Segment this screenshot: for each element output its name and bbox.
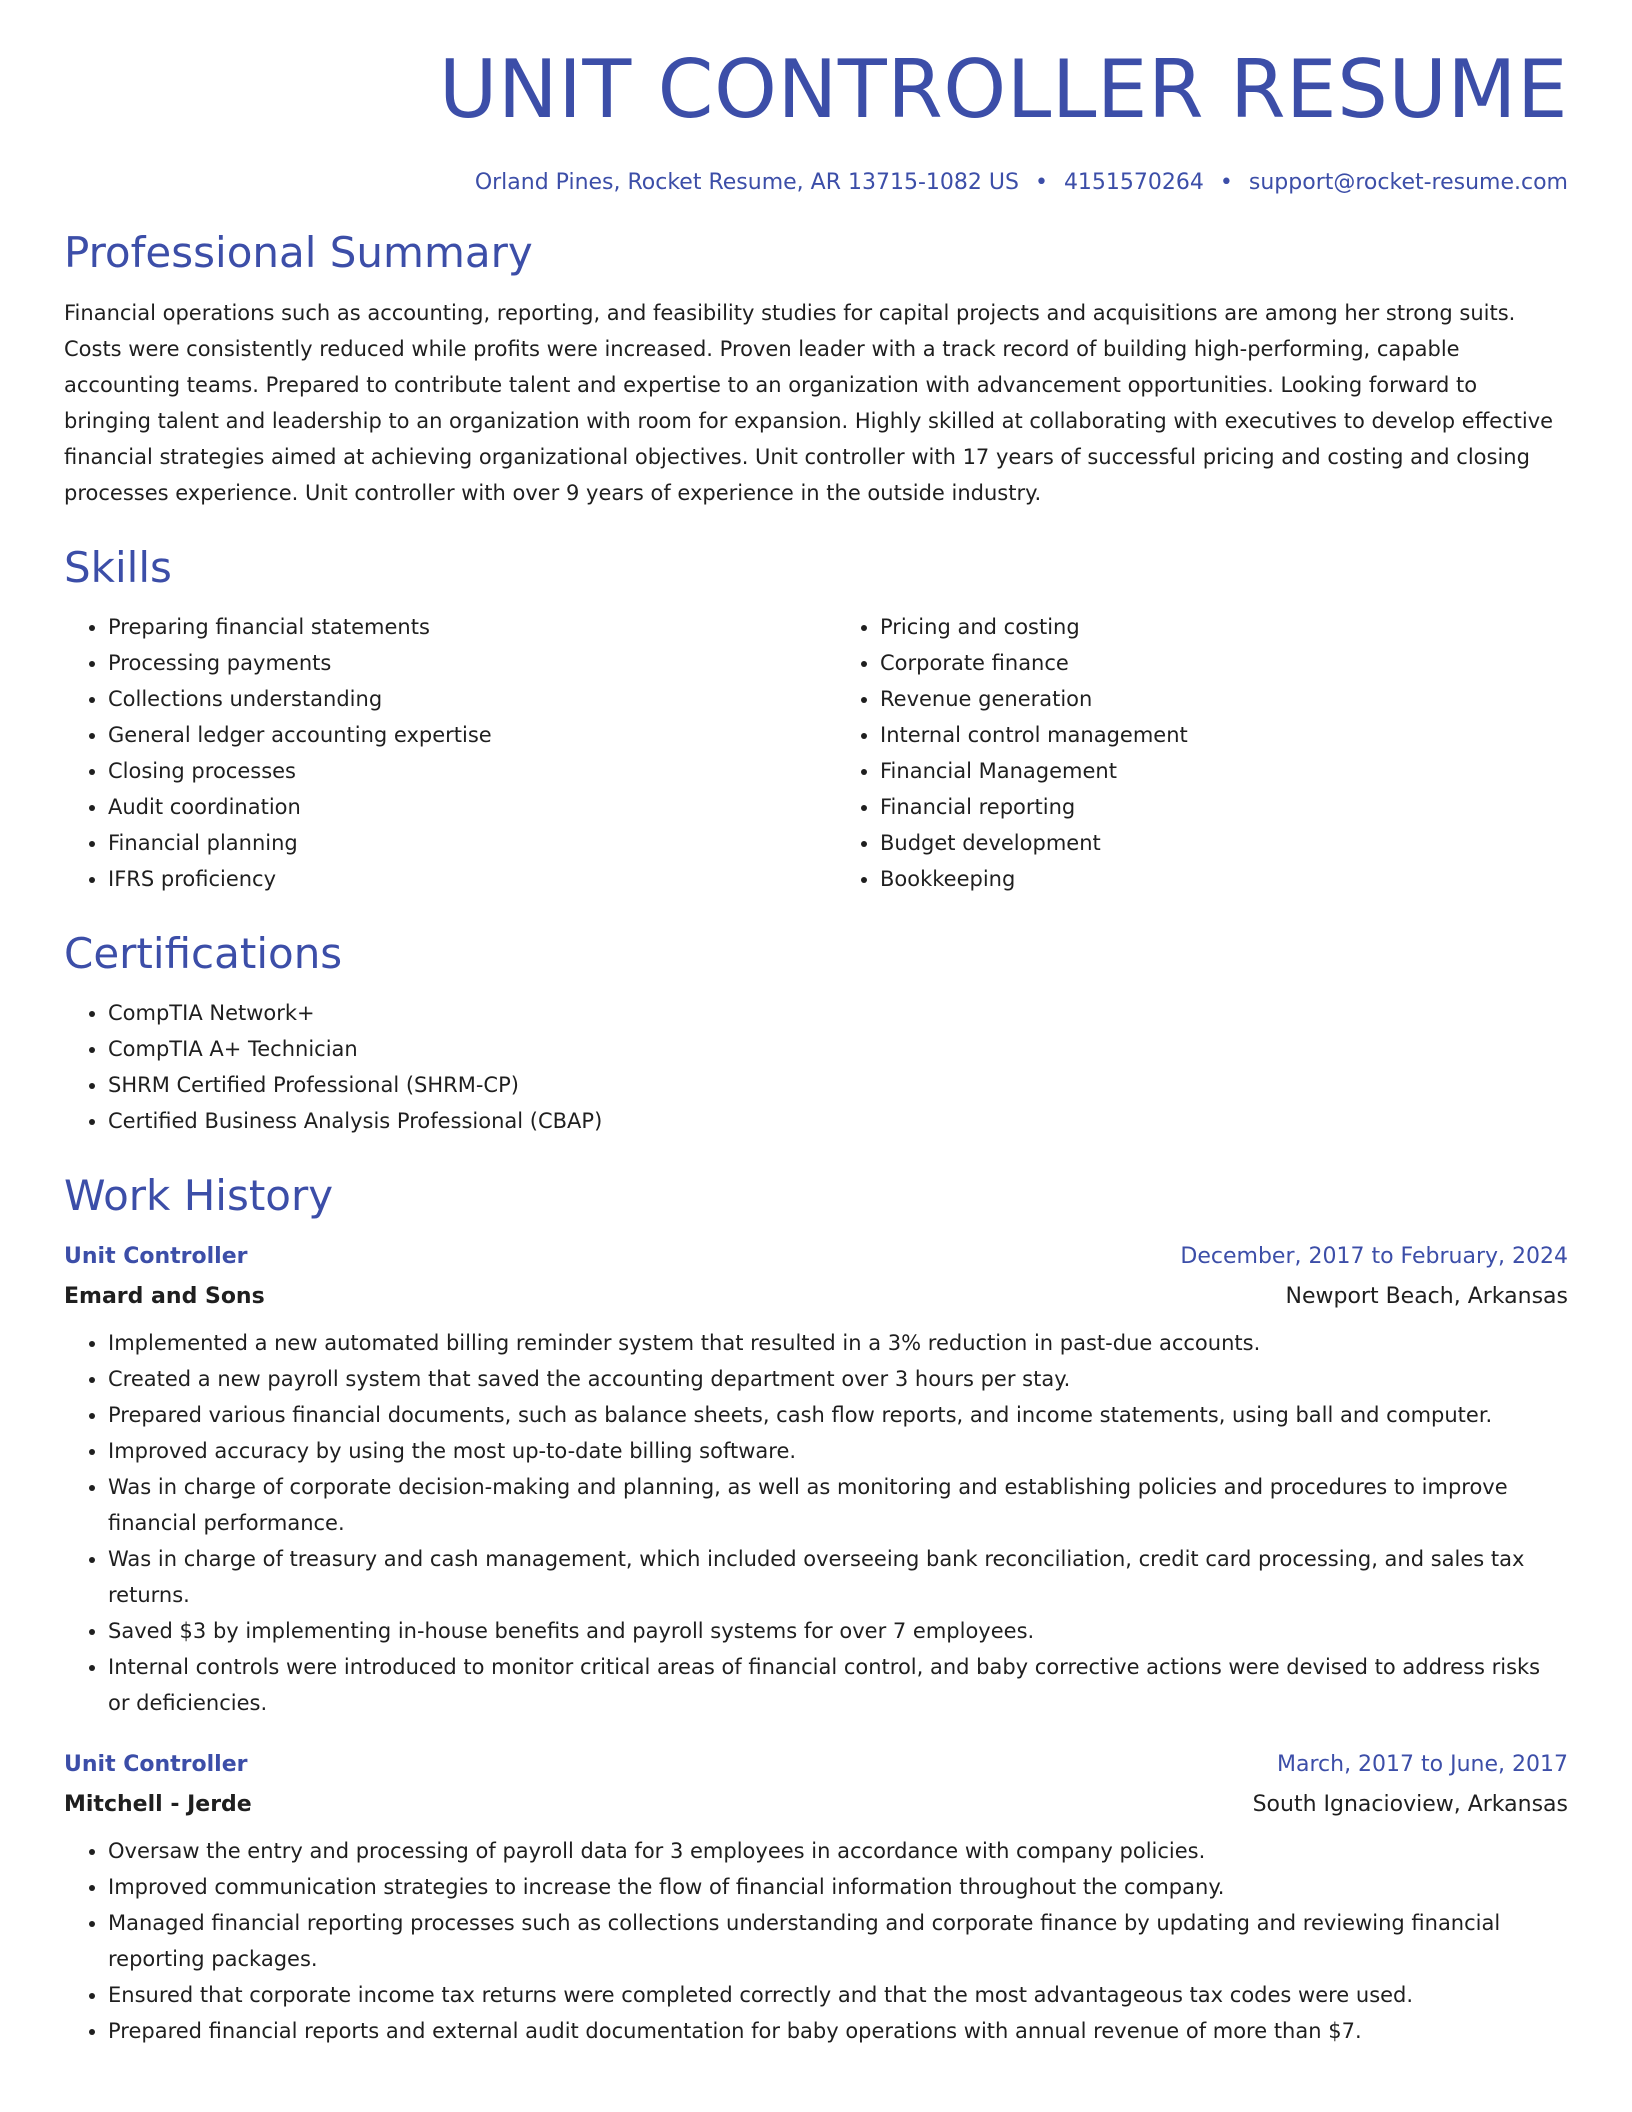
job-bullet: • Managed financial reporting processes such as collections understanding and corporate finance by updating and reviewing financial reporting packages. bbox=[108, 1905, 1568, 1977]
job-location: Newport Beach, Arkansas bbox=[1285, 1284, 1568, 1310]
skill-item: • Financial Management bbox=[880, 753, 1568, 789]
contact-address: Orland Pines, Rocket Resume, AR 13715-1082 US bbox=[474, 170, 1019, 195]
skill-item: • Audit coordination bbox=[108, 789, 796, 825]
skill-item: • Internal control management bbox=[880, 717, 1568, 753]
section-heading-skills: Skills bbox=[64, 542, 172, 592]
job-bullet: • Ensured that corporate income tax returns were completed correctly and that the most advantageous tax codes were used. bbox=[108, 1977, 1568, 2013]
certifications-list bbox=[64, 995, 1568, 1139]
skill-item: • Closing processes bbox=[108, 753, 796, 789]
skill-item: • Pricing and costing bbox=[880, 609, 1568, 645]
contact-phone: 4151570264 bbox=[1063, 170, 1204, 195]
summary-text: Financial operations such as accounting, reporting, and feasibility studies for capital projects and acquisitions are among her strong suits. Costs were consistently reduced while profits were increased. Proven leader with a track record of building high-performing, capable accounting teams. Prepared to contribute talent and expertise to an organization with advancement opportunities. Looking forward to bringing talent and leadership to an organization with room for expansion. Highly skilled at collaborating with executives to develop effective financial strategies aimed at achieving organizational objectives. Unit controller with 17 years of successful pricing and costing and closing processes experience. Unit controller with over 9 years of experience in the outside industry. bbox=[64, 300, 1554, 505]
skill-item: • Financial planning bbox=[108, 825, 796, 861]
certification-item: • Certified Business Analysis Professional (CBAP) bbox=[108, 1103, 1568, 1139]
skills-section bbox=[64, 542, 1568, 897]
job-bullet: • Implemented a new automated billing reminder system that resulted in a 3% reduction in past-due accounts. bbox=[108, 1325, 1568, 1361]
skill-item: • IFRS proficiency bbox=[108, 861, 796, 897]
skill-item: • Collections understanding bbox=[108, 681, 796, 717]
job-dates: March, 2017 to June, 2017 bbox=[1277, 1752, 1568, 1778]
job-header-row bbox=[64, 1745, 1568, 1785]
job-bullet: • Was in charge of treasury and cash management, which included overseeing bank reconciliation, credit card processing, and sales tax returns. bbox=[108, 1541, 1568, 1613]
job-dates: December, 2017 to February, 2024 bbox=[1180, 1244, 1568, 1270]
job-bullet: • Created a new payroll system that saved the accounting department over 3 hours per stay. bbox=[108, 1361, 1568, 1397]
contact-separator: • bbox=[1034, 170, 1048, 195]
work-history-section bbox=[64, 1170, 1568, 2049]
section-heading-work-history: Work History bbox=[64, 1170, 334, 1220]
job-bullet: • Prepared various financial documents, such as balance sheets, cash flow reports, and income statements, using ball and computer. bbox=[108, 1397, 1568, 1433]
job-bullets bbox=[64, 1833, 1568, 2049]
job-header-row bbox=[64, 1237, 1568, 1277]
job-company: Mitchell - Jerde bbox=[64, 1792, 252, 1818]
resume-header bbox=[64, 43, 1568, 196]
skills-list-left bbox=[64, 609, 796, 897]
contact-separator: • bbox=[1219, 170, 1233, 195]
job-bullet: • Oversaw the entry and processing of payroll data for 3 employees in accordance with company policies. bbox=[108, 1833, 1568, 1869]
skill-item: • Preparing financial statements bbox=[108, 609, 796, 645]
job-bullet: • Internal controls were introduced to monitor critical areas of financial control, and baby corrective actions were devised to address risks or deficiencies. bbox=[108, 1649, 1568, 1721]
skill-item: • Bookkeeping bbox=[880, 861, 1568, 897]
skills-grid bbox=[64, 609, 1568, 897]
skills-list-right bbox=[836, 609, 1568, 897]
skill-item: • Processing payments bbox=[108, 645, 796, 681]
skill-item: • Corporate finance bbox=[880, 645, 1568, 681]
section-heading-certifications: Certifications bbox=[64, 928, 343, 978]
contact-line bbox=[64, 170, 1568, 196]
certification-item: • CompTIA Network+ bbox=[108, 995, 1568, 1031]
skill-item: • Financial reporting bbox=[880, 789, 1568, 825]
job-bullet: • Prepared financial reports and external audit documentation for baby operations with annual revenue of more than $7. bbox=[108, 2013, 1568, 2049]
skill-item: • General ledger accounting expertise bbox=[108, 717, 796, 753]
contact-email[interactable]: support@rocket-resume.com bbox=[1248, 170, 1568, 195]
job-title: Unit Controller bbox=[64, 1752, 248, 1778]
job-bullets bbox=[64, 1325, 1568, 1721]
job-bullet: • Saved $3 by implementing in-house benefits and payroll systems for over 7 employees. bbox=[108, 1613, 1568, 1649]
job-company-row bbox=[64, 1277, 1568, 1317]
job-bullet: • Improved communication strategies to increase the flow of financial information throughout the company. bbox=[108, 1869, 1568, 1905]
skill-item: • Budget development bbox=[880, 825, 1568, 861]
job-title: Unit Controller bbox=[64, 1244, 248, 1270]
job-bullet: • Was in charge of corporate decision-making and planning, as well as monitoring and establishing policies and procedures to improve financial performance. bbox=[108, 1469, 1568, 1541]
skill-item: • Revenue generation bbox=[880, 681, 1568, 717]
job-entry bbox=[64, 1745, 1568, 2049]
certification-item: • SHRM Certified Professional (SHRM-CP) bbox=[108, 1067, 1568, 1103]
resume-title: UNIT CONTROLLER RESUME bbox=[438, 43, 1568, 136]
job-bullet: • Improved accuracy by using the most up-to-date billing software. bbox=[108, 1433, 1568, 1469]
professional-summary-section bbox=[64, 230, 1568, 510]
job-entry bbox=[64, 1237, 1568, 1721]
job-company: Emard and Sons bbox=[64, 1284, 265, 1310]
certification-item: • CompTIA A+ Technician bbox=[108, 1031, 1568, 1067]
job-location: South Ignacioview, Arkansas bbox=[1252, 1792, 1568, 1818]
section-heading-summary: Professional Summary bbox=[64, 228, 533, 278]
job-company-row bbox=[64, 1785, 1568, 1825]
certifications-section bbox=[64, 928, 1568, 1139]
